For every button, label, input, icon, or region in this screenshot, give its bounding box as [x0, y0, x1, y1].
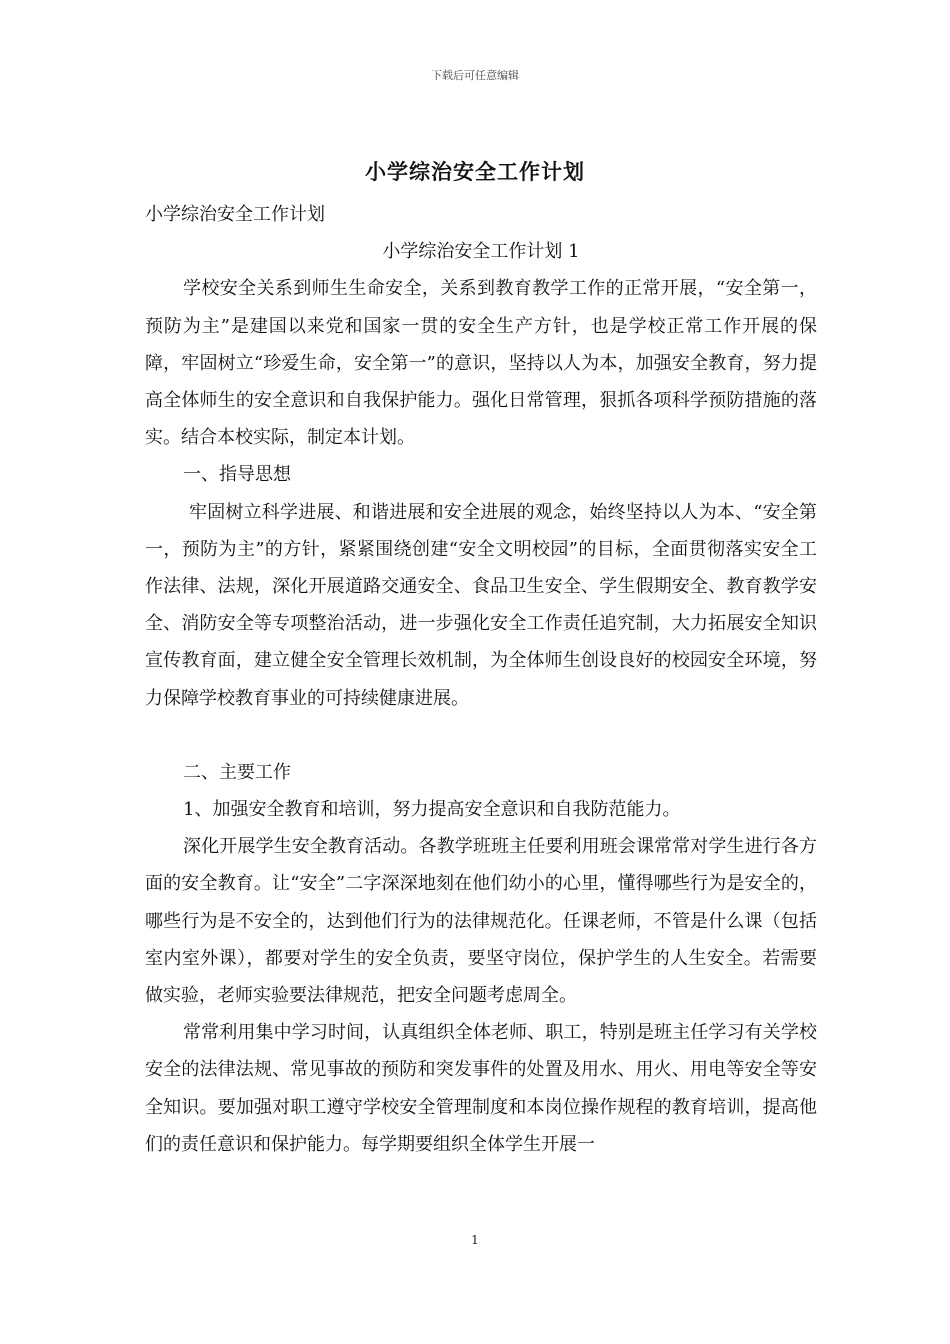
guiding-paragraph: 牢固树立科学进展、和谐进展和安全进展的观念，始终坚持以人为本、“安全第一，预防为主”的方针，紧紧围绕创建“安全文明校园”的目标，全面贯彻落实安全工作法律、法规，深化开展道路交通安全、食品卫生安全、学生假期安全、教育教学安全、消防安全等专项整治活动，进一步强化安全工作责任追究制，大力拓展安全知识宣传教育面，建立健全安全管理长效机制，为全体师生创设良好的校园安全环境，努力保障学校教育事业的可持续健康进展。	[145, 501, 817, 709]
document-body	[145, 196, 817, 1163]
heading-main-work: 二、主要工作	[183, 761, 291, 783]
training-paragraph: 常常利用集中学习时间，认真组织全体老师、职工，特别是班主任学习有关学校安全的法律法规、常见事故的预防和突发事件的处置及用水、用火、用电等安全等安全知识。要加强对职工遵守学校安全管理制度和本岗位操作规程的教育培训，提高他们的责任意识和保护能力。每学期要组织全体学生开展一	[145, 1022, 817, 1155]
education-paragraph: 深化开展学生安全教育活动。各教学班班主任要利用班会课常常对学生进行各方面的安全教育。让“安全”二字深深地刻在他们幼小的心里，懂得哪些行为是安全的，哪些行为是不安全的，达到他们行为的法律规范化。任课老师，不管是什么课（包括室内室外课），都要对学生的安全负责，要坚守岗位，保护学生的人生安全。若需要做实验，老师实验要法律规范，把安全问题考虑周全。	[145, 836, 817, 1007]
section-heading: 小学综治安全工作计划 1	[382, 241, 580, 263]
paragraph-spacer	[145, 717, 817, 754]
document-title: 小学综治安全工作计划	[365, 159, 585, 184]
work-item-1: 1、加强安全教育和培训，努力提高安全意识和自我防范能力。	[183, 799, 681, 821]
page-number: 1	[471, 1233, 479, 1247]
intro-paragraph: 学校安全关系到师生生命安全，关系到教育教学工作的正常开展，“安全第一，预防为主”是建国以来党和国家一贯的安全生产方针，也是学校正常工作开展的保障，牢固树立“珍爱生命，安全第一”的意识，坚持以人为本，加强安全教育，努力提高全体师生的安全意识和自我保护能力。强化日常管理，狠抓各项科学预防措施的落实。结合本校实际，制定本计划。	[145, 278, 817, 449]
subtitle: 小学综治安全工作计划	[145, 204, 325, 225]
heading-guiding-thought: 一、指导思想	[183, 464, 291, 486]
header-note: 下载后可任意编辑	[431, 69, 519, 82]
